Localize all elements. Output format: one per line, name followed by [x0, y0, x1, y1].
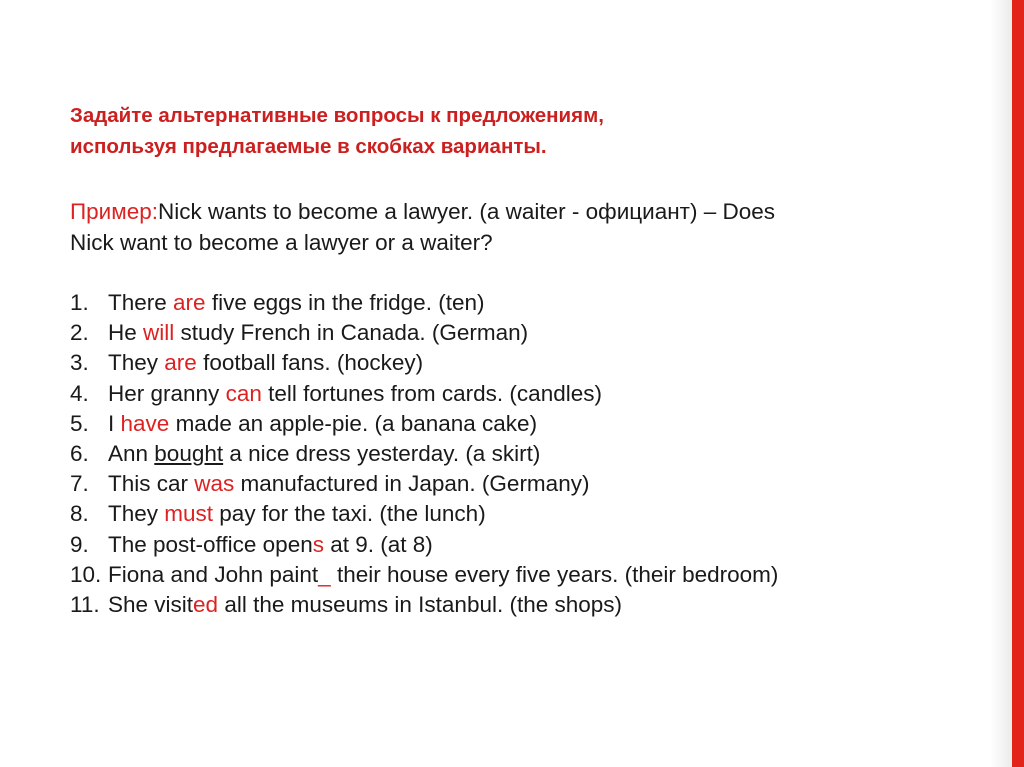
item-number: 10.	[70, 561, 102, 587]
highlighted-word: _	[318, 561, 331, 587]
item-number: 1.	[70, 290, 89, 315]
item-text: The post-office opens at 9. (at 8)	[108, 531, 433, 557]
item-text: They are football fans. (hockey)	[108, 350, 424, 376]
item-text: She visited all the museums in Istanbul. (the shops)	[108, 592, 623, 618]
highlighted-word: have	[120, 410, 170, 436]
highlighted-word: are	[173, 290, 206, 315]
list-item	[70, 560, 970, 590]
item-number: 5.	[70, 410, 89, 436]
item-text: There are five eggs in the fridge. (ten)	[108, 290, 485, 315]
list-item	[70, 439, 970, 469]
highlighted-word: will	[143, 320, 175, 346]
example-block	[70, 196, 970, 258]
list-item	[70, 318, 970, 348]
list-item	[70, 530, 970, 560]
item-text: Her granny can tell fortunes from cards. (candles)	[108, 380, 602, 406]
task-heading-line-1: Задайте альтернативные вопросы к предложениям,	[70, 104, 604, 127]
item-text: Ann bought a nice dress yesterday. (a skirt)	[108, 441, 541, 467]
item-number: 7.	[70, 471, 89, 497]
highlighted-word: are	[164, 350, 197, 376]
sentence-list	[70, 288, 970, 620]
task-heading-line-2: используя предлагаемые в скобках варианты.	[70, 135, 547, 158]
list-item	[70, 288, 970, 318]
list-item	[70, 409, 970, 439]
item-number: 11.	[70, 592, 100, 618]
item-number: 2.	[70, 320, 89, 346]
list-item	[70, 469, 970, 499]
example-line-1: Nick wants to become a lawyer. (a waiter - официант) – Does	[158, 199, 775, 224]
item-number: 4.	[70, 380, 89, 406]
underlined-word: bought	[154, 441, 224, 467]
item-text: This car was manufactured in Japan. (Germany)	[108, 471, 590, 497]
highlighted-word: ed	[193, 592, 219, 618]
example-label: Пример:	[70, 199, 159, 224]
item-text: I have made an apple-pie. (a banana cake)	[108, 410, 538, 436]
item-number: 3.	[70, 350, 89, 376]
highlighted-word: must	[164, 501, 214, 527]
list-item	[70, 348, 970, 378]
item-text: They must pay for the taxi. (the lunch)	[108, 501, 486, 527]
task-heading	[70, 100, 970, 162]
item-number: 9.	[70, 531, 89, 557]
accent-bar	[1012, 0, 1024, 767]
highlighted-word: s	[312, 531, 324, 557]
item-number: 6.	[70, 441, 89, 467]
item-text: Fiona and John paint_ their house every five years. (their bedroom)	[108, 561, 779, 587]
item-number: 8.	[70, 501, 89, 527]
list-item	[70, 499, 970, 529]
list-item	[70, 379, 970, 409]
slide-content	[70, 100, 970, 620]
list-item	[70, 590, 970, 620]
item-text: He will study French in Canada. (German)	[108, 320, 529, 346]
slide-edge-shadow	[990, 0, 1012, 767]
highlighted-word: was	[194, 471, 235, 497]
highlighted-word: can	[225, 380, 262, 406]
example-line-2: Nick want to become a lawyer or a waiter?	[70, 230, 493, 255]
